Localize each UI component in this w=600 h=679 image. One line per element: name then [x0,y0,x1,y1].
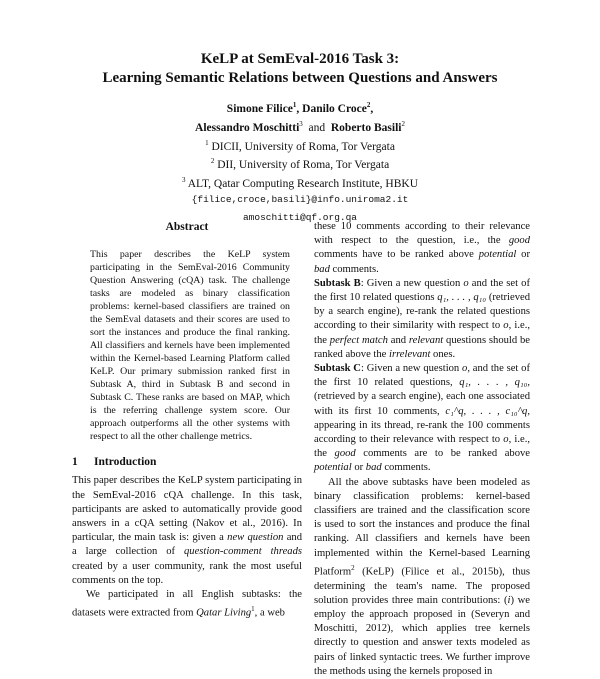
affiliation-2: $^2$ DII, University of Roma, Tor Vergata [210,157,390,172]
author-block [0,98,600,225]
title-line-1: KeLP at SemEval-2016 Task 3: [200,51,400,67]
author-moschitti: Alessandro Moschitti [195,121,300,134]
author-line-1: Simone Filice$^1$, Danilo Croce$^2$, [226,101,374,115]
intro-paragraph-1: This paper describes the KeLP system participating in the SemEval-2016 cQA challenge. In this task, participants are asked to automatically provide good answers in a cQA setting (Nakov et al., 2016). In particular, the main task is: given a new question and a large collection of question-comment threads created by a user community, rank the most useful comments on the top. [72,475,302,586]
subtask-c-paragraph: Subtask C: Given a new question o, and the set of the first 10 related questions, q₁, . . . , q₁₀, (retrieved by a search engine), each one associated with its first 10 comments, c₁^q, . . . , c₁₀^q, appearing in its thread, re-rank the 100 comments according to their relevance with respect to o, i.e., the good comments are to be ranked above potential or bad comments. [314,363,530,474]
author-line-2: Alessandro Moschitti$^3$ and Roberto Basili$^2$ [195,119,405,134]
affiliation-3: $^3$ ALT, Qatar Computing Research Institute, HBKU [181,176,419,191]
title-line-2: Learning Semantic Relations between Questions and Answers [102,70,498,86]
right-column [314,220,530,679]
author-basili: Roberto Basili [330,121,402,134]
left-column [72,220,302,621]
section-heading-introduction [72,455,302,469]
abstract-heading: Abstract [165,221,209,233]
method-paragraph: All the above subtasks have been modeled as binary classification problems: kernel-based classifiers are trained and the classification score is used to sort the instances and produce the final ranking. All classifiers and kernels have been implemented within the Kernel-based Learning Platform$^2$ (KeLP) (Filice et al., 2015b), thus determining the team's name. The proposed solution provides three main contributions: (i) we employ the approach proposed in (Severyn and Moschitti, 2012), which applies tree kernels directly to question and answer texts modeled as pairs of linked syntactic trees. We further improve the methods using the kernels proposed in [314,476,530,677]
email-1: {filice,croce,basili}@info.uniroma2.it [191,194,409,206]
section-title: Introduction [94,456,157,469]
paper-title [0,50,600,88]
author-croce: , Danilo Croce [296,102,367,115]
email-2: amoschitti@qf.org.qa [242,212,358,224]
subtask-a-continuation: these 10 comments according to their relevance with respect to the question, i.e., the good comments have to be ranked above potential or bad comments. [314,221,530,275]
subtask-b-paragraph: Subtask B: Given a new question o and the set of the first 10 related questions q₁, . . . , q₁₀ (retrieved by a search engine), re-rank the related questions according to their similarity with respect to o, i.e., the perfect match and relevant questions should be ranked above the irrelevant ones. [314,277,531,360]
affiliation-1: $^1$ DICII, University of Roma, Tor Vergata [205,138,395,153]
intro-paragraph-2: We participated in all English subtasks: the datasets were extracted from Qatar Living$^1$, a web [72,589,302,619]
section-number: 1 [72,456,78,469]
abstract-text: This paper describes the KeLP system participating in the SemEval-2016 Community Question Answering (cQA) task. The challenge tasks are modeled as binary classification problems: kernel-based classifiers are trained on the SemEval datasets and their scores are used to sort the instances and produce the final ranking. All classifiers and kernels have been implemented within the Kernel-based Learning Platform called KeLP. Our primary submission ranked first in Subtask A, third in Subtask B and second in Subtask C. These ranks are based on MAP, which is the referring challenge system score. Our approach outperforms all the other systems with respect to all the other challenge metrics. [90,249,290,443]
author-filice: Simone Filice [226,102,293,115]
